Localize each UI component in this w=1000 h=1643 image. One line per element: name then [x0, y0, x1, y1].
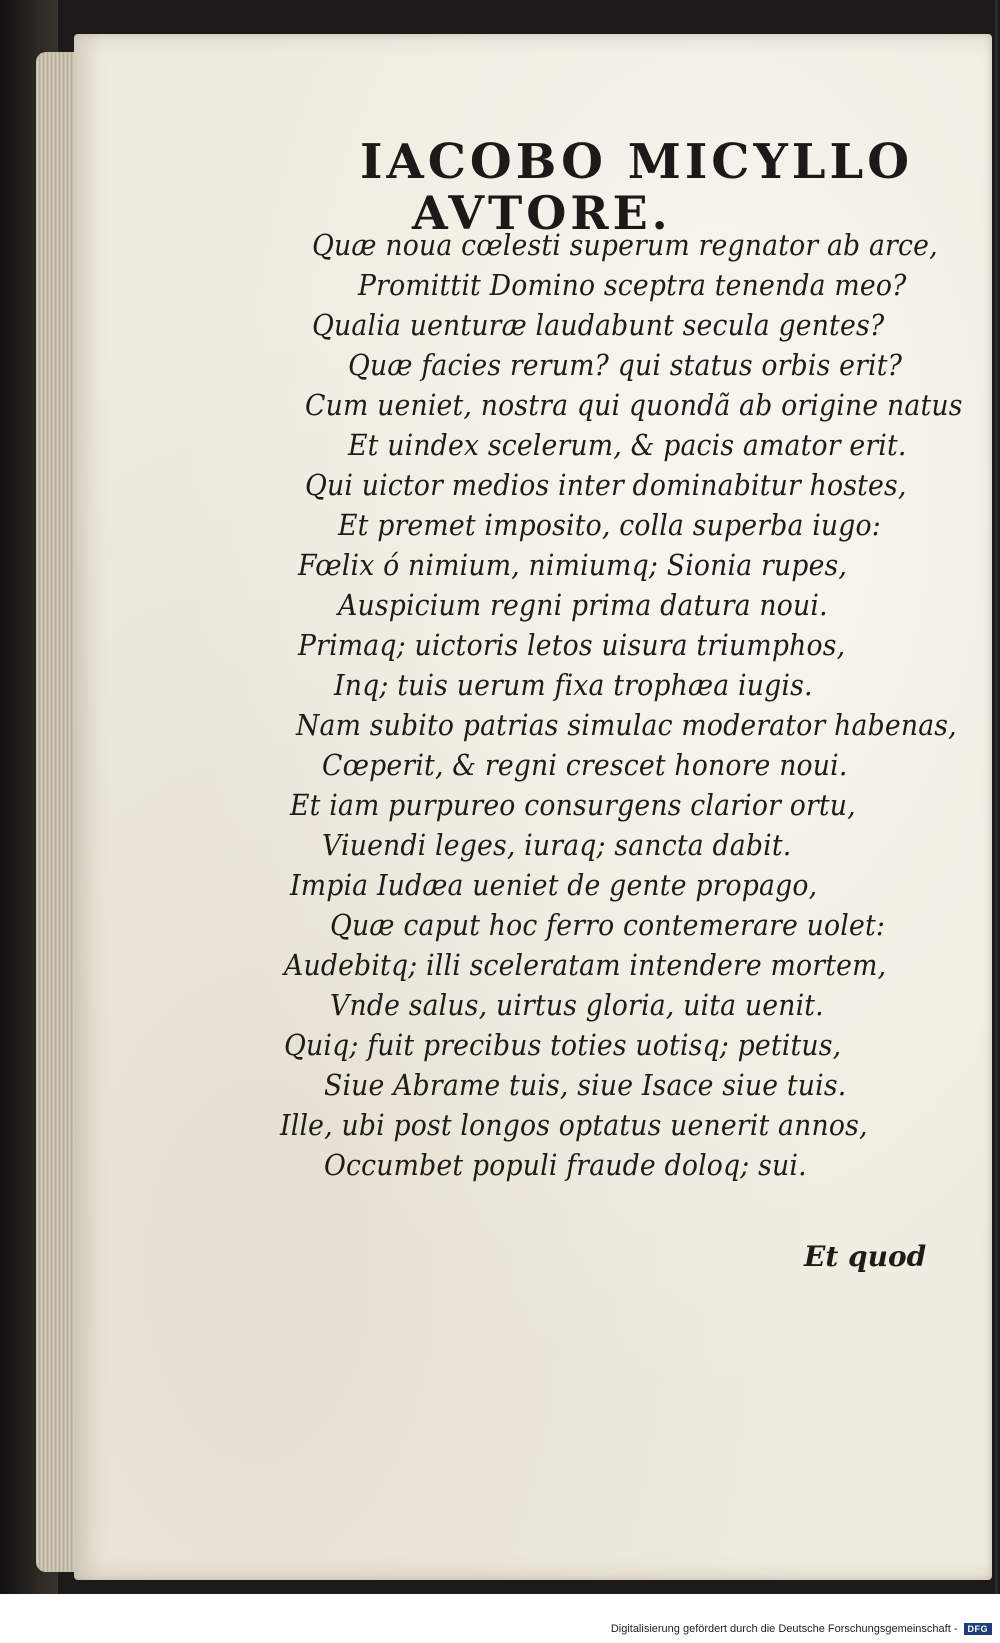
- verse-line: Quæ caput hoc ferro contemerare uolet:: [330, 908, 886, 942]
- verse-line: Quiq; fuit precibus toties uotisq; petitus,: [284, 1028, 842, 1062]
- verse-line: Quæ noua cœlesti superum regnator ab arce,: [312, 228, 938, 262]
- catchword: Et quod: [804, 1240, 927, 1273]
- verse-line: Audebitq; illi sceleratam intendere mortem,: [284, 948, 887, 982]
- verse-line: Et uindex scelerum, & pacis amator erit.: [348, 428, 907, 462]
- verse-line: Inq; tuis uerum fixa trophæa iugis.: [334, 668, 813, 702]
- digitization-footer: [611, 1623, 992, 1635]
- heading-author: IACOBO MICYLLO: [360, 134, 914, 190]
- verse-line: Primaq; uictoris letos uisura triumphos,: [298, 628, 846, 662]
- dfg-logo: DFG: [964, 1623, 993, 1635]
- verse-line: Et premet imposito, colla superba iugo:: [338, 508, 881, 542]
- verse-line: Cœperit, & regni crescet honore noui.: [322, 748, 848, 782]
- verse-line: Vnde salus, uirtus gloria, uita uenit.: [330, 988, 824, 1022]
- footer-band: [0, 1594, 1000, 1643]
- verse-line: Cum ueniet, nostra qui quondã ab origine natus: [305, 388, 963, 422]
- verse-line: Quæ facies rerum? qui status orbis erit?: [348, 348, 903, 382]
- verse-line: Qui uictor medios inter dominabitur hostes,: [305, 468, 907, 502]
- verse-line: Nam subito patrias simulac moderator habenas,: [296, 708, 957, 742]
- verse-block: [0, 228, 1000, 1228]
- verse-line: Auspicium regni prima datura noui.: [338, 588, 828, 622]
- funding-notice: Digitalisierung gefördert durch die Deutsche Forschungsgemeinschaft -: [610, 1623, 958, 1635]
- heading-autore: AVTORE.: [412, 186, 672, 240]
- verse-line: Promittit Domino sceptra tenenda meo?: [358, 268, 907, 302]
- verse-line: Fœlix ó nimium, nimiumq; Sionia rupes,: [298, 548, 848, 582]
- verse-line: Qualia uenturæ laudabunt secula gentes?: [312, 308, 885, 342]
- verse-line: Siue Abrame tuis, siue Isace siue tuis.: [324, 1068, 847, 1102]
- verse-line: Et iam purpureo consurgens clarior ortu,: [290, 788, 856, 822]
- page-heading: [360, 136, 920, 238]
- verse-line: Viuendi leges, iuraq; sancta dabit.: [322, 828, 792, 862]
- verse-line: Occumbet populi fraude doloq; sui.: [324, 1148, 807, 1182]
- verse-line: Impia Iudæa ueniet de gente propago,: [290, 868, 818, 902]
- verse-line: Ille, ubi post longos optatus uenerit annos,: [280, 1108, 868, 1142]
